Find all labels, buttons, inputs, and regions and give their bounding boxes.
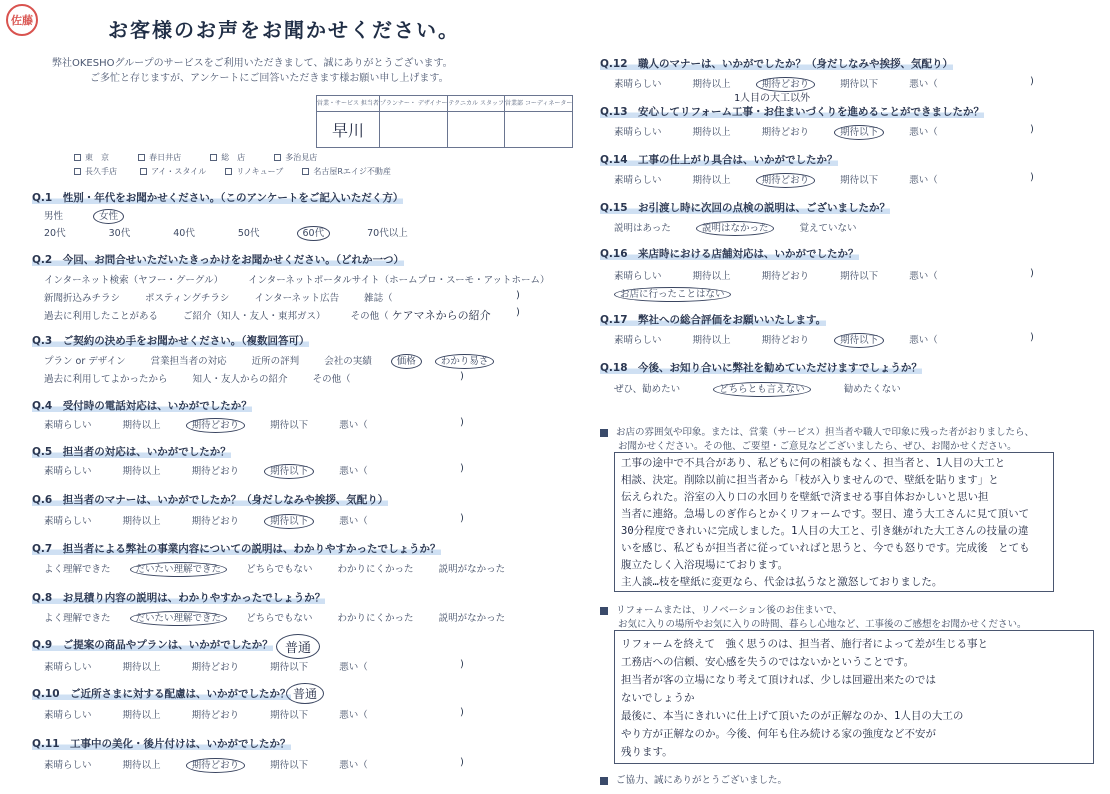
scale-option[interactable]: 素晴らしい <box>44 710 92 721</box>
q3-title: Q.3 ご契約の決め手をお聞かせください。（複数回答可） <box>32 335 310 347</box>
scale-option[interactable]: 素晴らしい <box>614 79 662 90</box>
q2-row-2 <box>44 290 393 304</box>
q17-options <box>614 332 938 346</box>
q16-options <box>614 268 938 282</box>
scale-option[interactable]: 期待どおり <box>191 516 240 527</box>
understand-option[interactable]: どちらでもない <box>246 564 313 575</box>
close-paren: ) <box>460 707 464 718</box>
comment-line: 最後に、本当にきれいに仕上げて頂いたのが正解なのか、1人目の大工の <box>621 710 964 722</box>
scale-option[interactable]: 期待どおり <box>191 710 240 721</box>
close-paren: ) <box>1030 172 1034 183</box>
q2-other-handwritten[interactable]: ケアマネからの紹介 <box>391 309 491 322</box>
scale-option[interactable]: 期待以上 <box>692 79 731 90</box>
q2-row-3 <box>44 307 491 323</box>
q9-options <box>44 659 368 673</box>
q2-option[interactable]: その他（ <box>350 311 389 322</box>
scale-option[interactable]: 悪い（ <box>339 662 368 673</box>
q3-option[interactable]: 会社の実績 <box>324 356 372 367</box>
scale-option[interactable]: 期待以上 <box>122 466 161 477</box>
checkbox[interactable] <box>140 168 147 175</box>
q2-title: Q.2 今回、お問合せいただいたきっかけをお聞かせください。（どれか一つ） <box>32 254 404 266</box>
q15-option-selected[interactable]: 説明はなかった <box>696 221 775 236</box>
q12-options <box>614 76 938 90</box>
page-title: お客様のお声をお聞かせください。 <box>108 18 460 42</box>
q5-options <box>44 463 368 477</box>
understand-option[interactable]: よく理解できた <box>44 613 111 624</box>
scale-option[interactable]: 素晴らしい <box>44 420 92 431</box>
scale-option[interactable]: 期待どおり <box>191 466 240 477</box>
understand-option[interactable]: わかりにくかった <box>337 564 414 575</box>
q16-title: Q.16 来店時における店舗対応は、いかがでしたか？ <box>600 248 859 260</box>
q18-option[interactable]: ぜひ、勧めたい <box>614 384 681 395</box>
scale-option-selected[interactable]: 期待どおり <box>186 758 246 773</box>
scale-option[interactable]: 悪い（ <box>339 420 368 431</box>
store-option[interactable]: 東 京 <box>74 153 109 162</box>
q15-options <box>614 220 857 234</box>
q3-option-selected[interactable]: 価格 <box>391 354 422 369</box>
q2-option[interactable]: ポスティングチラシ <box>145 293 230 304</box>
q14-options <box>614 172 938 186</box>
checkbox[interactable] <box>302 168 309 175</box>
close-paren: ) <box>460 417 464 428</box>
store-option[interactable]: 総 店 <box>210 153 245 162</box>
q11-title: Q.11 工事中の美化・後片付けは、いかがでしたか？ <box>32 738 291 750</box>
scale-option[interactable]: 悪い（ <box>339 466 368 477</box>
scale-option[interactable]: 期待以上 <box>122 420 161 431</box>
q3-option[interactable]: プラン or デザイン <box>44 356 126 367</box>
q3-row-1 <box>44 353 488 367</box>
close-paren: ) <box>460 659 464 670</box>
q2-option[interactable]: 雑誌（ <box>364 293 393 304</box>
store-option[interactable]: アイ・スタイル <box>140 167 206 176</box>
q7-options <box>44 561 505 575</box>
scale-option[interactable]: 素晴らしい <box>44 466 92 477</box>
close-paren: ) <box>1030 124 1034 135</box>
q14-title: Q.14 工事の仕上がり具合は、いかがでしたか？ <box>600 154 838 166</box>
scale-option-selected[interactable]: 期待どおり <box>186 418 246 433</box>
staff-table <box>316 95 573 148</box>
comment-line: 当者に連絡。急場しのぎ作らとかくリフォームです。翌日、違う大工さんに見て頂いて <box>621 508 1030 520</box>
comment-line: 30分程度できれいに完成しました。1人目の大工と、引き継がれた大工さんの技量の違 <box>621 525 1029 537</box>
footer-thanks: ご協力、誠にありがとうございました。 <box>600 772 787 786</box>
q3-row-2 <box>44 371 351 385</box>
q1-age[interactable]: 20代 <box>44 228 66 239</box>
q2-row-1 <box>44 272 549 286</box>
q9-title: Q.9 ご提案の商品やプランは、いかがでしたか？ <box>32 639 273 651</box>
checkbox[interactable] <box>225 168 232 175</box>
store-option[interactable]: 春日井店 <box>138 153 181 162</box>
q1-ages <box>44 225 408 239</box>
close-paren: ) <box>460 371 464 382</box>
scale-option[interactable]: 期待以上 <box>692 175 731 186</box>
q5-title: Q.5 担当者の対応は、いかがでしたか？ <box>32 446 231 458</box>
q1-age[interactable]: 40代 <box>173 228 195 239</box>
q3-option[interactable]: 知人・友人からの紹介 <box>192 374 288 385</box>
q6-title: Q.6 担当者のマナーは、いかがでしたか？（身だしなみや挨拶、気配り） <box>32 494 389 506</box>
scale-option-selected[interactable]: 期待どおり <box>756 173 816 188</box>
q4-title: Q.4 受付時の電話対応は、いかがでしたか？ <box>32 400 252 412</box>
q12-handwritten-note: 1人目の大工以外 <box>734 93 811 104</box>
q1-age[interactable]: 50代 <box>237 228 260 239</box>
staff-cell-coord[interactable] <box>504 112 572 148</box>
q1-title: Q.1 性別・年代をお聞かせください。（このアンケートをご記入いただく方） <box>32 192 404 204</box>
q8-options <box>44 610 505 624</box>
q16-extra <box>620 286 725 300</box>
scale-option[interactable]: 期待以下 <box>840 271 879 282</box>
q18-option-selected[interactable]: どちらとも言えない <box>713 382 811 397</box>
q1-age[interactable]: 70代以上 <box>367 228 408 239</box>
q2-option[interactable]: インターネット広告 <box>254 293 340 304</box>
scale-option[interactable]: 期待以上 <box>692 127 731 138</box>
q17-title: Q.17 弊社への総合評価をお願いいたします。 <box>600 314 827 326</box>
close-paren: ) <box>1030 268 1034 279</box>
q11-options <box>44 757 368 771</box>
q3-option[interactable]: 過去に利用してよかったから <box>44 374 168 385</box>
scale-option[interactable]: 悪い（ <box>909 271 938 282</box>
scale-option-selected[interactable]: 期待どおり <box>756 77 816 92</box>
scale-option[interactable]: 期待以上 <box>692 271 731 282</box>
store-row-2 <box>74 166 391 177</box>
scale-option[interactable]: 悪い（ <box>909 335 938 346</box>
checkbox[interactable] <box>74 154 81 161</box>
checkbox[interactable] <box>138 154 145 161</box>
comment-line: 工事の途中で不具合があり、私どもに何の相談もなく、担当者と、1人目の大工と <box>621 457 1006 469</box>
close-paren: ) <box>460 513 464 524</box>
scale-option[interactable]: 期待以上 <box>122 760 161 771</box>
scale-option-selected[interactable]: 期待以下 <box>834 125 884 140</box>
q9-handwritten[interactable]: 普通 <box>276 634 320 659</box>
q2-option[interactable]: ご紹介（知人・友人・東邦ガス） <box>183 311 326 322</box>
scale-option[interactable]: 悪い（ <box>909 127 938 138</box>
q15-option[interactable]: 覚えていない <box>799 223 857 234</box>
comment1-text <box>621 455 1030 591</box>
understand-option[interactable]: どちらでもない <box>246 613 313 624</box>
comment-line: 担当者が客の立場になり考えて頂ければ、少しは回避出来たのでは <box>621 674 936 686</box>
store-option[interactable]: リノキューブ <box>225 167 283 176</box>
comment-line: 相談、決定。削除以前に担当者から「枝が入りませんので、壁紙を貼ります」と <box>621 474 999 486</box>
scale-option-selected[interactable]: 期待以下 <box>264 464 314 479</box>
q10-title: Q.10 ご近所さまに対する配慮は、いかがでしたか？ <box>32 688 291 700</box>
comment-line: リフォームを終えて 強く思うのは、担当者、施行者によって差が生じる事と <box>621 638 988 650</box>
staff-cell-planner[interactable] <box>379 112 448 148</box>
bullet-square-icon <box>600 607 608 615</box>
q1-age-selected[interactable]: 60代 <box>297 226 331 241</box>
comment1-prompt-1: お店の雰囲気や印象。または、営業（サービス）担当者や職人で印象に残った者がおりましたら、 <box>600 424 1034 438</box>
scale-option[interactable]: 期待どおり <box>761 127 810 138</box>
scale-option[interactable]: 期待以上 <box>122 662 161 673</box>
scale-option[interactable]: 悪い（ <box>339 710 368 721</box>
comment-line: 工務店への信頼、安心感を失うのではないかということです。 <box>621 656 915 668</box>
comment-line: いを感じ、私どもが担当者に従っていればと思うと、今でも怒りです。完成後 とても <box>621 542 1030 554</box>
close-paren: ) <box>1030 332 1034 343</box>
scale-option[interactable]: 期待以上 <box>122 516 161 527</box>
comment2-prompt-2: お気に入りの場所やお気に入りの時間、暮らし心地など、工事後のご感想をお聞かせください。 <box>618 619 1027 630</box>
scale-option[interactable]: 悪い（ <box>339 516 368 527</box>
q2-option[interactable]: インターネットポータルサイト（ホームプロ・スーモ・アットホーム） <box>248 275 550 286</box>
understand-option[interactable]: わかりにくかった <box>337 613 414 624</box>
q10-options <box>44 707 368 721</box>
scale-option[interactable]: 素晴らしい <box>614 271 662 282</box>
scale-option[interactable]: 素晴らしい <box>614 335 662 346</box>
staff-header: テクニカル スタッフ <box>448 96 505 112</box>
scale-option[interactable]: 悪い（ <box>339 760 368 771</box>
comment-line: やり方が正解なのか。今後、何年も住み続ける家の強度など不安が <box>621 728 936 740</box>
comment1-prompt-2: お聞かせください。その他、ご要望・ご意見などございましたら、ぜひ、お聞かせください。 <box>618 441 1017 452</box>
staff-cell-tech[interactable] <box>448 112 505 148</box>
q1-gender <box>44 208 118 222</box>
q3-option[interactable]: その他（ <box>312 374 351 385</box>
staff-cell-sales[interactable] <box>317 112 380 148</box>
scale-option[interactable]: 期待どおり <box>761 271 810 282</box>
understand-option-selected[interactable]: だいたい理解できた <box>130 562 228 577</box>
q1-option[interactable]: 男性 <box>44 211 64 222</box>
scale-option[interactable]: 素晴らしい <box>44 760 92 771</box>
intro-line-1: 弊社OKESHOグループのサービスをご利用いただきまして、誠にありがとうございます。 <box>52 58 453 69</box>
q2-option[interactable]: インターネット検索（ヤフー・グーグル） <box>44 275 224 286</box>
understand-option[interactable]: 説明がなかった <box>438 613 506 624</box>
comment2-text <box>621 635 988 761</box>
checkbox[interactable] <box>210 154 217 161</box>
scale-option[interactable]: 期待以下 <box>270 662 309 673</box>
comment-line: ないでしょうか <box>621 692 695 704</box>
scale-option[interactable]: 期待以上 <box>122 710 161 721</box>
q13-options <box>614 124 938 138</box>
q3-option[interactable]: 営業担当者の対応 <box>150 356 227 367</box>
scale-option-selected[interactable]: 期待以下 <box>264 514 314 529</box>
intro-line-2: ご多忙と存じますが、アンケートにご回答いただきます様お願い申し上げます。 <box>90 73 449 84</box>
q2-option[interactable]: 過去に利用したことがある <box>44 311 159 322</box>
scale-option[interactable]: 悪い（ <box>909 175 938 186</box>
understand-option[interactable]: よく理解できた <box>44 564 111 575</box>
store-option[interactable]: 名古屋Rエイジ不動産 <box>302 167 391 176</box>
staff-name-handwritten: 早川 <box>331 121 364 140</box>
scale-option[interactable]: 期待以上 <box>692 335 731 346</box>
scale-option[interactable]: 期待どおり <box>761 335 810 346</box>
q3-option-selected[interactable]: わかり易さ <box>435 354 495 369</box>
q13-title: Q.13 安心してリフォーム工事・お住まいづくりを進めることができましたか？ <box>600 106 985 118</box>
close-paren: ) <box>516 290 520 301</box>
q6-options <box>44 513 368 527</box>
comment1-box[interactable] <box>614 452 1054 592</box>
staff-header: 営業部 コーディネーター <box>504 96 572 112</box>
comment-line: 残ります。 <box>621 746 673 758</box>
q15-title: Q.15 お引渡し時に次回の点検の説明は、ございましたか？ <box>600 202 891 214</box>
q16-extra-selected[interactable]: お店に行ったことはない <box>614 287 731 302</box>
seal-stamp: 佐藤 <box>6 4 38 36</box>
checkbox[interactable] <box>74 168 81 175</box>
q3-option[interactable]: 近所の評判 <box>251 356 300 367</box>
q10-handwritten[interactable]: 普通 <box>286 683 324 704</box>
scale-option[interactable]: 期待以下 <box>270 710 309 721</box>
q2-option[interactable]: 新聞折込みチラシ <box>44 293 121 304</box>
close-paren: ) <box>1030 76 1034 87</box>
comment2-box[interactable] <box>614 630 1094 764</box>
comment-line: 伝えられた。浴室の入り口の水回りを壁紙で済ませる事自体おかしいと思い担 <box>621 491 989 503</box>
staff-header: 営業・サービス 担当者 <box>317 96 380 112</box>
close-paren: ) <box>516 307 520 318</box>
scale-option[interactable]: 期待以下 <box>270 760 309 771</box>
bullet-square-icon <box>600 777 608 785</box>
scale-option[interactable]: 期待以下 <box>840 79 879 90</box>
store-row-1 <box>74 152 317 163</box>
scale-option[interactable]: 期待以下 <box>270 420 309 431</box>
scale-option[interactable]: 悪い（ <box>909 79 938 90</box>
comment-line: 主人談…枝を壁紙に変更なら、代金は払うなと激怒しておりました。 <box>621 576 943 588</box>
scale-option[interactable]: 期待どおり <box>191 662 240 673</box>
bullet-square-icon <box>600 429 608 437</box>
scale-option[interactable]: 期待以下 <box>840 175 879 186</box>
checkbox[interactable] <box>274 154 281 161</box>
scale-option-selected[interactable]: 期待以下 <box>834 333 884 348</box>
comment2-prompt-1: リフォームまたは、リノベーション後のお住まいで、 <box>600 602 842 616</box>
q8-title: Q.8 お見積り内容の説明は、わかりやすかったでしょうか？ <box>32 592 326 604</box>
scale-option[interactable]: 素晴らしい <box>614 175 662 186</box>
scale-option[interactable]: 素晴らしい <box>614 127 662 138</box>
understand-option[interactable]: 説明がなかった <box>438 564 506 575</box>
close-paren: ) <box>460 757 464 768</box>
q18-title: Q.18 今後、お知り合いに弊社を勧めていただけますでしょうか？ <box>600 362 922 374</box>
q1-option-selected[interactable]: 女性 <box>93 209 124 224</box>
q7-title: Q.7 担当者による弊社の事業内容についての説明は、わかりやすかったでしょうか？ <box>32 543 441 555</box>
q1-age[interactable]: 30代 <box>108 228 131 239</box>
q18-options <box>614 381 901 395</box>
q18-option[interactable]: 勧めたくない <box>843 384 901 395</box>
q15-option[interactable]: 説明はあった <box>614 223 671 234</box>
close-paren: ) <box>460 463 464 474</box>
store-option[interactable]: 長久手店 <box>74 167 117 176</box>
q4-options <box>44 417 368 431</box>
comment-line: 腹立たしく入浴現場にております。 <box>621 559 789 571</box>
scale-option[interactable]: 素晴らしい <box>44 516 92 527</box>
staff-header: プランナー・ デザイナー <box>379 96 448 112</box>
understand-option-selected[interactable]: だいたい理解できた <box>130 611 228 626</box>
scale-option[interactable]: 素晴らしい <box>44 662 92 673</box>
q12-title: Q.12 職人のマナーは、いかがでしたか？（身だしなみや挨拶、気配り） <box>600 58 954 70</box>
store-option[interactable]: 多治見店 <box>274 153 317 162</box>
